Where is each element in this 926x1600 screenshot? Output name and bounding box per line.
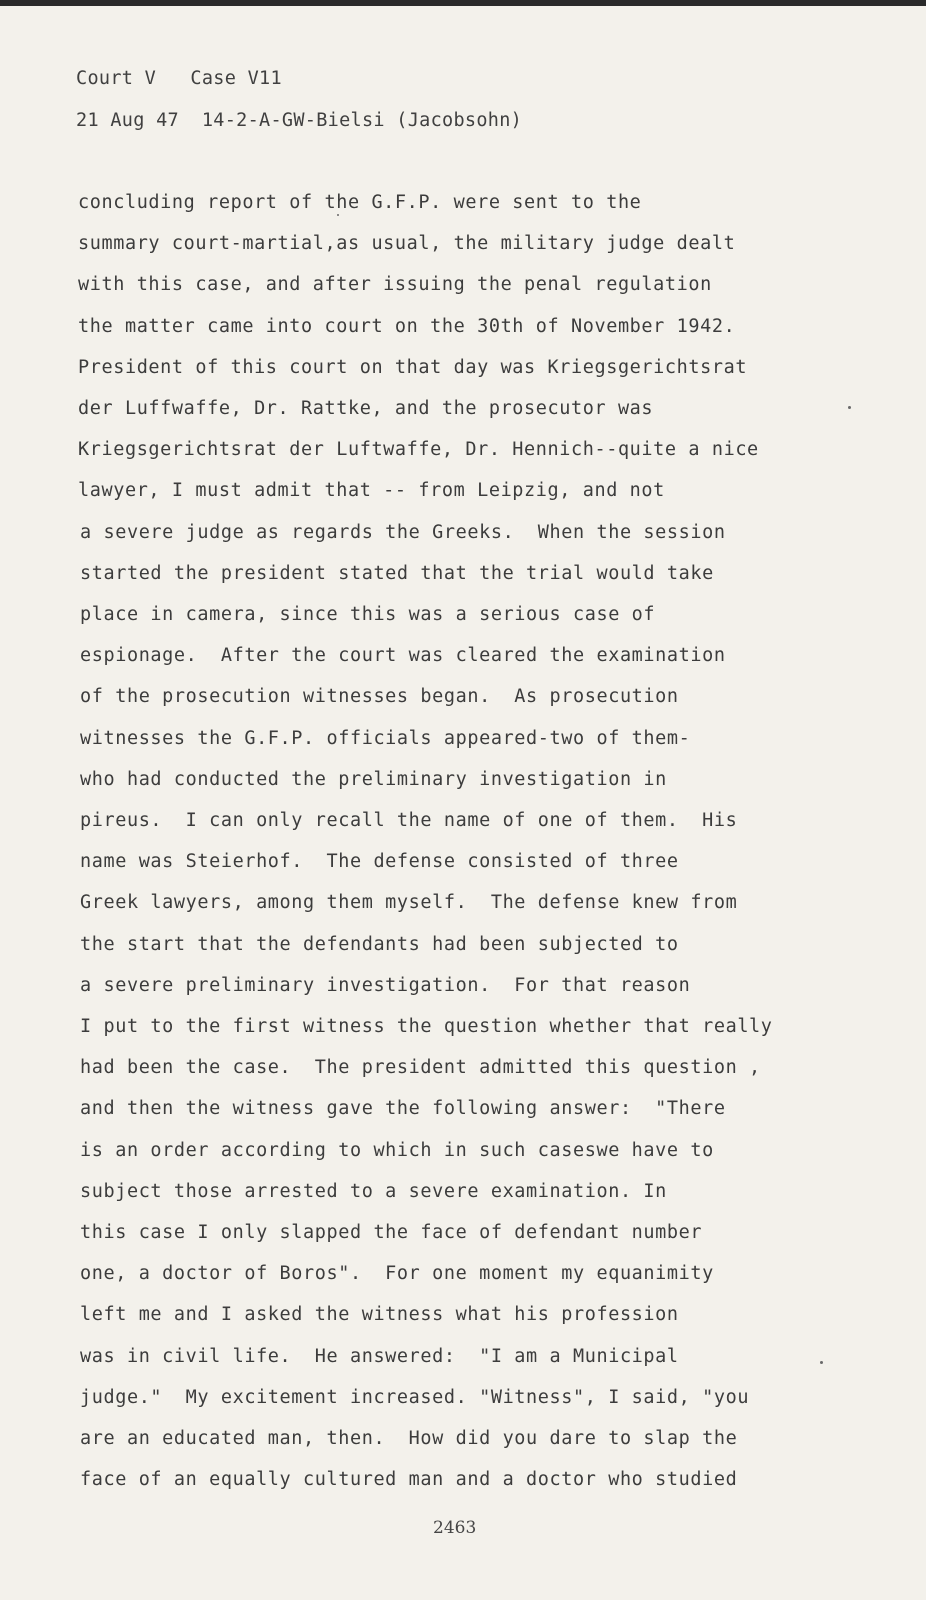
body-line: a severe judge as regards the Greeks. When the session <box>80 522 726 543</box>
body-line: the matter came into court on the 30th of November 1942. <box>78 316 736 337</box>
body-line: was in civil life. He answered: "I am a Municipal <box>80 1346 679 1367</box>
body-line: summary court-martial,as usual, the military judge dealt <box>78 233 736 254</box>
body-line: left me and I asked the witness what his profession <box>80 1304 679 1325</box>
body-line: are an educated man, then. How did you dare to slap the <box>80 1428 738 1449</box>
body-line: a severe preliminary investigation. For that reason <box>80 975 691 996</box>
body-line: of the prosecution witnesses began. As prosecution <box>80 686 679 707</box>
body-line: one, a doctor of Boros". For one moment my equanimity <box>80 1263 714 1284</box>
body-line: concluding report of the G.F.P. were sent to the <box>78 192 642 213</box>
body-line: face of an equally cultured man and a doctor who studied <box>80 1469 738 1490</box>
body-line: Kriegsgerichtsrat der Luftwaffe, Dr. Hennich--quite a nice <box>78 439 759 460</box>
body-line: place in camera, since this was a serious case of <box>80 604 656 625</box>
body-line: judge." My excitement increased. "Witness", I said, "you <box>80 1387 750 1408</box>
scan-speck <box>848 406 851 409</box>
body-line: der Luffwaffe, Dr. Rattke, and the prosecutor was <box>78 398 654 419</box>
body-line: Greek lawyers, among them myself. The defense knew from <box>80 892 738 913</box>
scan-speck <box>820 1361 823 1364</box>
body-line: lawyer, I must admit that -- from Leipzig, and not <box>78 480 665 501</box>
body-line: espionage. After the court was cleared the examination <box>80 645 726 666</box>
body-line: started the president stated that the trial would take <box>80 563 714 584</box>
body-line: name was Steierhof. The defense consisted of three <box>80 851 679 872</box>
case-header-session: 21 Aug 47 14-2-A-GW-Bielsi (Jacobsohn) <box>76 110 523 131</box>
body-line: had been the case. The president admitted this question , <box>80 1057 761 1078</box>
body-line: and then the witness gave the following answer: "There <box>80 1098 726 1119</box>
body-line: pireus. I can only recall the name of one of them. His <box>80 810 738 831</box>
body-line: the start that the defendants had been subjected to <box>80 934 679 955</box>
body-line: who had conducted the preliminary investigation in <box>80 769 667 790</box>
body-line: subject those arrested to a severe examination. In <box>80 1181 667 1202</box>
body-line: is an order according to which in such caseswe have to <box>80 1140 714 1161</box>
case-header-court: Court V Case V11 <box>76 68 282 89</box>
scan-speck <box>337 214 339 216</box>
page-number: 2463 <box>433 1518 477 1538</box>
body-line: I put to the first witness the question whether that really <box>80 1016 773 1037</box>
body-line: witnesses the G.F.P. officials appeared-two of them- <box>80 728 691 749</box>
body-line: this case I only slapped the face of defendant number <box>80 1222 703 1243</box>
body-line: with this case, and after issuing the penal regulation <box>78 274 712 295</box>
body-line: President of this court on that day was Kriegsgerichtsrat <box>78 357 748 378</box>
